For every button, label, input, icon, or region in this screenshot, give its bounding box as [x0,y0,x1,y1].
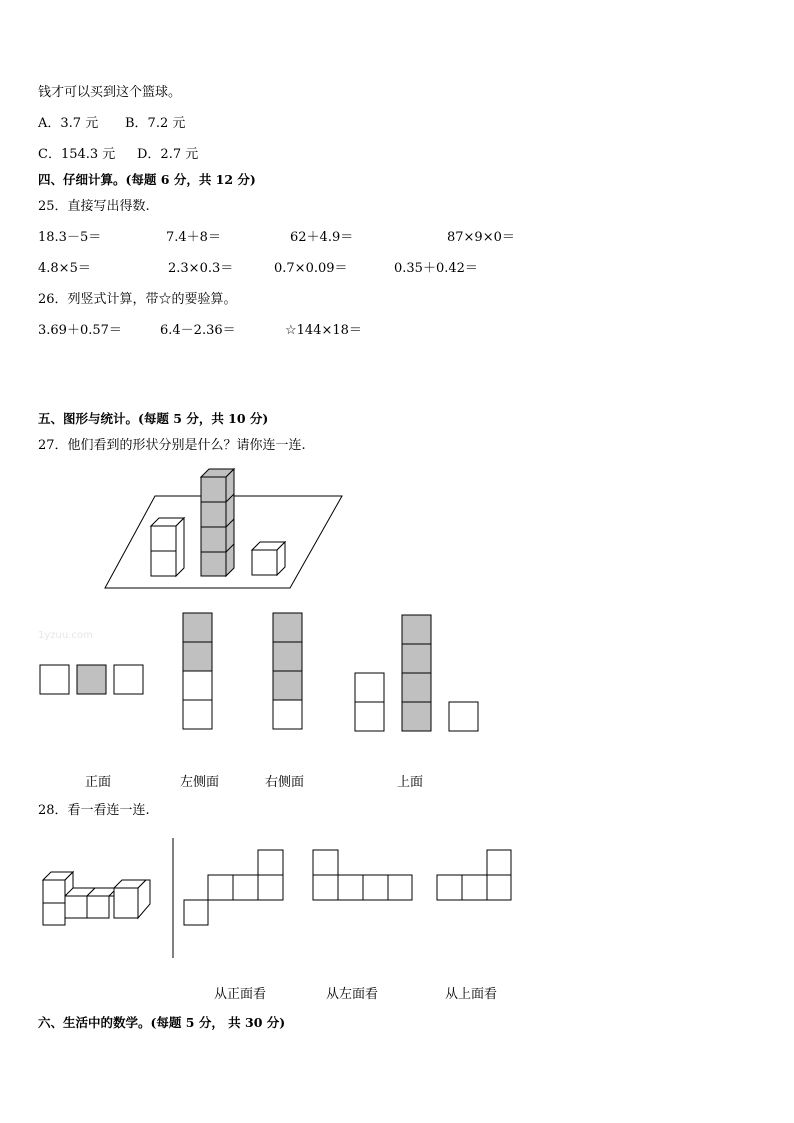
calc-item: 4.8×5＝ [38,261,91,276]
cube-stack-left [151,518,184,576]
q27-prompt: 27．他们看到的形状分别是什么？请你连一连. [38,438,306,453]
cube-stack-tall [201,469,234,576]
q28-shape-a [184,850,283,925]
view-option-column-a [183,613,212,729]
q28-solid [43,872,150,925]
view-option-row [40,665,143,694]
q28-shape-b [313,850,412,900]
calc-item: 87×9×0＝ [447,230,515,245]
calc-item: ☆144×18＝ [285,323,362,338]
label-top-view: 上面 [397,775,424,790]
label-right-side: 右侧面 [265,775,305,790]
option-b: B．7.2 元 [125,116,186,131]
calc-item: 7.4＋8＝ [166,230,221,245]
option-d: D．2.7 元 [137,147,199,162]
calc-item: 0.7×0.09＝ [274,261,348,276]
calc-item: 62＋4.9＝ [290,230,354,245]
calc-item: 6.4－2.36＝ [160,323,236,338]
calc-item: 2.3×0.3＝ [168,261,234,276]
label-from-top: 从上面看 [445,987,498,1002]
label-front-view: 正面 [85,775,112,790]
section-5-title: 五、图形与统计。(每题 5 分，共 10 分) [38,411,269,426]
label-from-front: 从正面看 [214,987,267,1002]
option-a: A．3.7 元 [38,116,99,131]
section-6-title: 六、生活中的数学。(每题 5 分， 共 30 分) [38,1015,286,1030]
q25-prompt: 25．直接写出得数. [38,199,150,214]
cube-single [252,542,285,575]
q26-prompt: 26．列竖式计算，带☆的要验算。 [38,292,237,307]
calc-item: 18.3－5＝ [38,230,102,245]
q28-prompt: 28．看一看连一连. [38,803,150,818]
section-4-title: 四、仔细计算。(每题 6 分，共 12 分) [38,172,256,187]
q28-shape-c [437,850,511,900]
calc-item: 0.35＋0.42＝ [394,261,478,276]
q24-continuation: 钱才可以买到这个篮球。 [38,85,182,100]
calc-item: 3.69＋0.57＝ [38,323,122,338]
view-option-front [355,615,478,731]
view-option-column-b [273,613,302,729]
option-c: C．154.3 元 [38,147,116,162]
watermark: 1yzuu.com [38,630,93,641]
label-from-left: 从左面看 [326,987,379,1002]
label-left-side: 左侧面 [180,775,220,790]
